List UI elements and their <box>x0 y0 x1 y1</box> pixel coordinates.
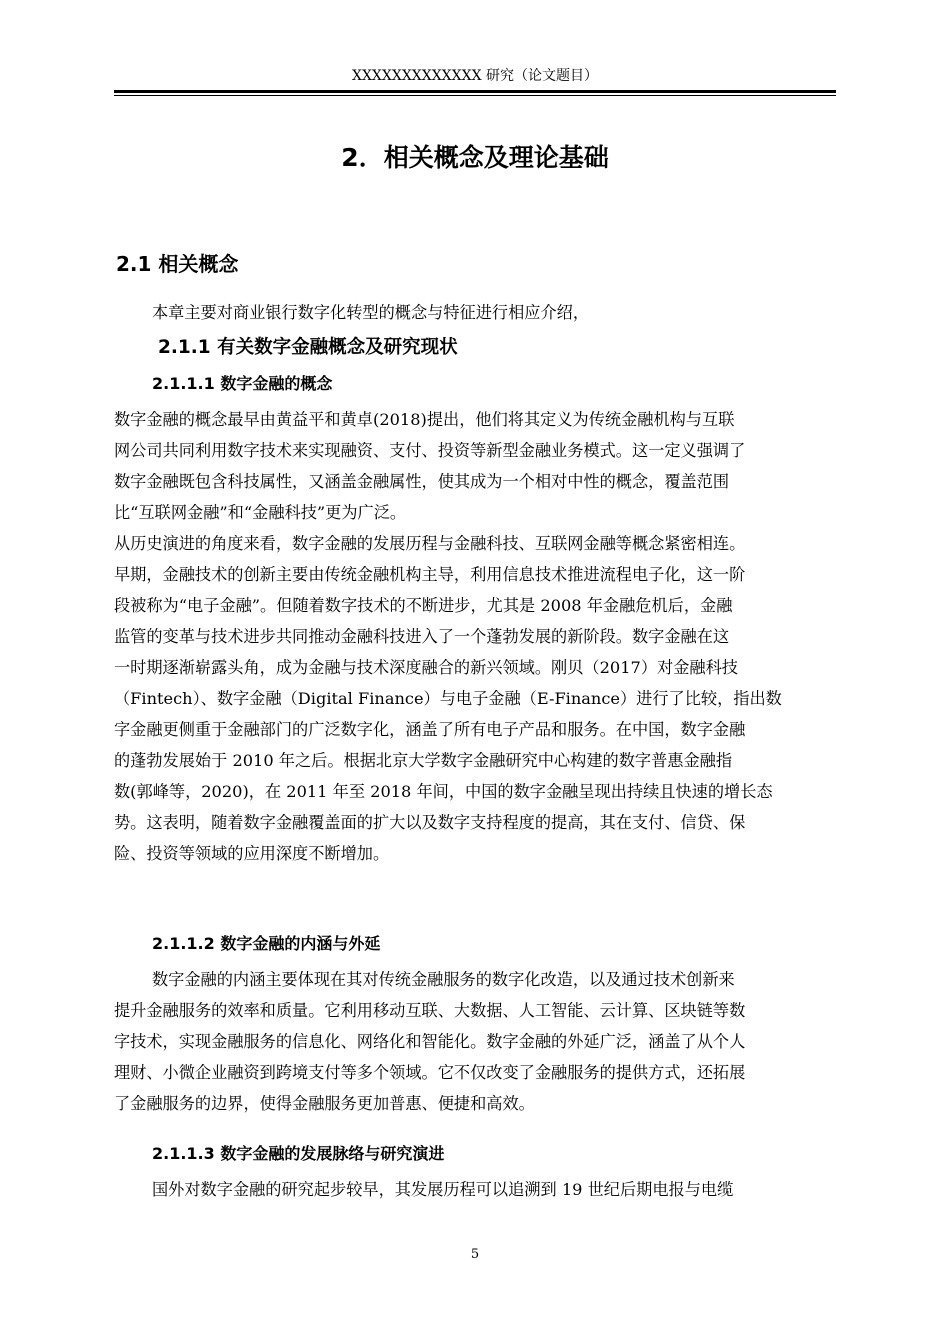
section-heading-2-1-1: 2.1.1 有关数字金融概念及研究现状 <box>158 337 458 358</box>
paragraph-line: 从历史演进的角度来看，数字金融的发展历程与金融科技、互联网金融等概念紧密相连。 <box>114 534 746 553</box>
section-heading-2-1: 2.1 相关概念 <box>116 252 239 276</box>
section-heading-2-1-1-1: 2.1.1.1 数字金融的概念 <box>152 374 333 393</box>
paragraph-line: 一时期逐渐崭露头角，成为金融与技术深度融合的新兴领域。刚贝（2017）对金融科技 <box>114 658 738 677</box>
section-heading-2-1-1-3: 2.1.1.3 数字金融的发展脉络与研究演进 <box>152 1144 445 1163</box>
chapter-title: 2．相关概念及理论基础 <box>341 143 609 172</box>
paragraph-line: 理财、小微企业融资到跨境支付等多个领域。它不仅改变了金融服务的提供方式，还拓展 <box>114 1063 746 1082</box>
paragraph-line: 网公司共同利用数字技术来实现融资、支付、投资等新型金融业务模式。这一定义强调了 <box>114 441 746 460</box>
paragraph-line: 的蓬勃发展始于 2010 年之后。根据北京大学数字金融研究中心构建的数字普惠金融指 <box>114 751 733 770</box>
running-header: XXXXXXXXXXXXX 研究（论文题目） <box>351 68 599 84</box>
paragraph-line: 本章主要对商业银行数字化转型的概念与特征进行相应介绍， <box>152 303 590 322</box>
paragraph-line: 比“互联网金融”和“金融科技”更为广泛。 <box>114 503 407 522</box>
digital-finance-concept-paragraph <box>114 404 836 869</box>
header-rule-thin <box>114 95 836 96</box>
page-number: 5 <box>470 1247 480 1262</box>
paragraph-line: 了金融服务的边界，使得金融服务更加普惠、便捷和高效。 <box>114 1094 535 1113</box>
header-rule-thick <box>114 90 836 93</box>
paragraph-line: 监管的变革与技术进步共同推动金融科技进入了一个蓬勃发展的新阶段。数字金融在这 <box>114 627 730 646</box>
section-heading-2-1-1-2: 2.1.1.2 数字金融的内涵与外延 <box>152 934 381 953</box>
section-intro-paragraph <box>114 297 836 328</box>
paragraph-line: 字技术，实现金融服务的信息化、网络化和智能化。数字金融的外延广泛，涵盖了从个人 <box>114 1032 746 1051</box>
paragraph-line: 字金融更侧重于金融部门的广泛数字化，涵盖了所有电子产品和服务。在中国，数字金融 <box>114 720 746 739</box>
paragraph-line: 数字金融既包含科技属性，又涵盖金融属性，使其成为一个相对中性的概念，覆盖范围 <box>114 472 730 491</box>
paragraph-line: 险、投资等领域的应用深度不断增加。 <box>114 844 390 863</box>
paragraph-line: 早期，金融技术的创新主要由传统金融机构主导，利用信息技术推进流程电子化，这一阶 <box>114 565 746 584</box>
paragraph-line: 国外对数字金融的研究起步较早，其发展历程可以追溯到 19 世纪后期电报与电缆 <box>152 1180 734 1199</box>
paragraph-line: 数(郭峰等，2020)，在 2011 年至 2018 年间，中国的数字金融呈现出持续且快速的增长态 <box>114 782 773 801</box>
paragraph-line: 数字金融的概念最早由黄益平和黄卓(2018)提出，他们将其定义为传统金融机构与互联 <box>114 410 735 429</box>
digital-finance-scope-paragraph <box>114 964 836 1119</box>
paragraph-line: （Fintech）、数字金融（Digital Finance）与电子金融（E-Finance）进行了比较，指出数 <box>114 689 782 708</box>
paragraph-line: 数字金融的内涵主要体现在其对传统金融服务的数字化改造，以及通过技术创新来 <box>152 970 735 989</box>
paragraph-line: 段被称为“电子金融”。但随着数字技术的不断进步，尤其是 2008 年金融危机后，金融 <box>114 596 733 615</box>
digital-finance-history-paragraph <box>114 1174 836 1205</box>
paragraph-line: 势。这表明，随着数字金融覆盖面的扩大以及数字支持程度的提高，其在支付、信贷、保 <box>114 813 746 832</box>
paragraph-line: 提升金融服务的效率和质量。它利用移动互联、大数据、人工智能、云计算、区块链等数 <box>114 1001 746 1020</box>
